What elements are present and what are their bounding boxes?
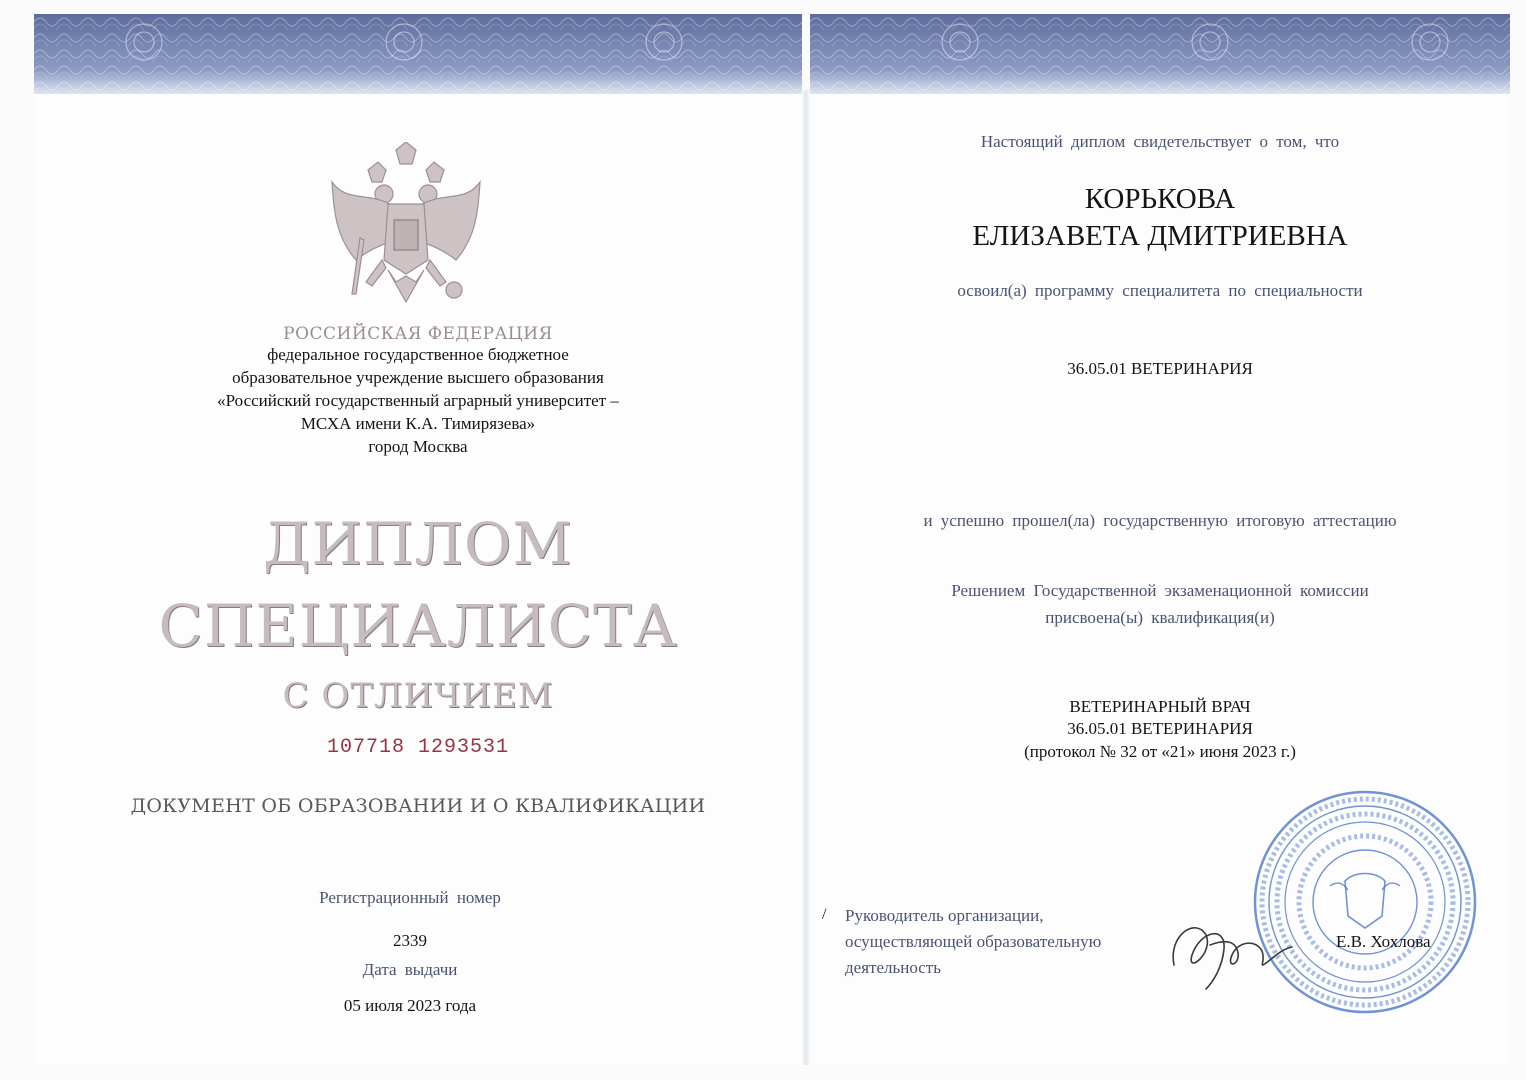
protocol-reference: (протокол № 32 от «21» июня 2023 г.) [1024, 742, 1296, 761]
head-name: Е.В. Хохлова [1336, 932, 1431, 951]
diploma-title: ДИПЛОМ [263, 510, 573, 578]
certifies-statement: Настоящий диплом свидетельствует о том, что [980, 132, 1340, 151]
institution-line-4: МСХА имени К.А. Тимирязева» [300, 414, 536, 433]
program-mastered: освоил(а) программу специалитета по специальности [957, 281, 1363, 300]
registration-number: 2339 [393, 931, 427, 950]
issue-date-label: Дата выдачи [362, 960, 458, 979]
head-title-line-2: осуществляющей образовательную [845, 932, 1102, 951]
registration-label: Регистрационный номер [319, 888, 501, 907]
security-pattern-right [810, 14, 1510, 94]
institution-city: город Москва [368, 437, 468, 456]
qualification: ВЕТЕРИНАРНЫЙ ВРАЧ [1069, 697, 1251, 716]
document-type: ДОКУМЕНТ ОБ ОБРАЗОВАНИИ И О КВАЛИФИКАЦИИ [130, 795, 706, 817]
diploma-subtitle: СПЕЦИАЛИСТА [158, 592, 678, 660]
institution-line-3: «Российский государственный аграрный университет – [217, 391, 619, 410]
institution-line-2: образовательное учреждение высшего образования [232, 368, 604, 387]
head-title-line-3: деятельность [845, 958, 941, 977]
institution-line-1: федеральное государственное бюджетное [267, 345, 569, 364]
diploma-serial-number: 107718 1293531 [326, 736, 510, 759]
qualification-assigned: присвоена(ы) квалификация(и) [1045, 608, 1275, 627]
security-pattern-left [34, 14, 802, 94]
graduate-surname: КОРЬКОВА [1084, 183, 1236, 215]
head-title-line-1: Руководитель организации, [845, 906, 1044, 925]
qualification-specialty: 36.05.01 ВЕТЕРИНАРИЯ [1067, 719, 1253, 738]
signature-slash-mark: / [822, 906, 827, 923]
country-name: РОССИЙСКАЯ ФЕДЕРАЦИЯ [283, 324, 553, 344]
commission-decision: Решением Государственной экзаменационной комиссии [951, 581, 1369, 600]
issue-date: 05 июля 2023 года [343, 996, 477, 1015]
graduate-given-names: ЕЛИЗАВЕТА ДМИТРИЕВНА [972, 220, 1348, 252]
coat-of-arms-icon [326, 142, 486, 320]
honors-label: С ОТЛИЧИЕМ [282, 676, 554, 716]
signature-icon [1166, 905, 1296, 995]
specialty: 36.05.01 ВЕТЕРИНАРИЯ [1067, 359, 1253, 378]
page-fold [802, 90, 810, 1065]
attestation-passed: и успешно прошел(ла) государственную итоговую аттестацию [923, 511, 1397, 530]
